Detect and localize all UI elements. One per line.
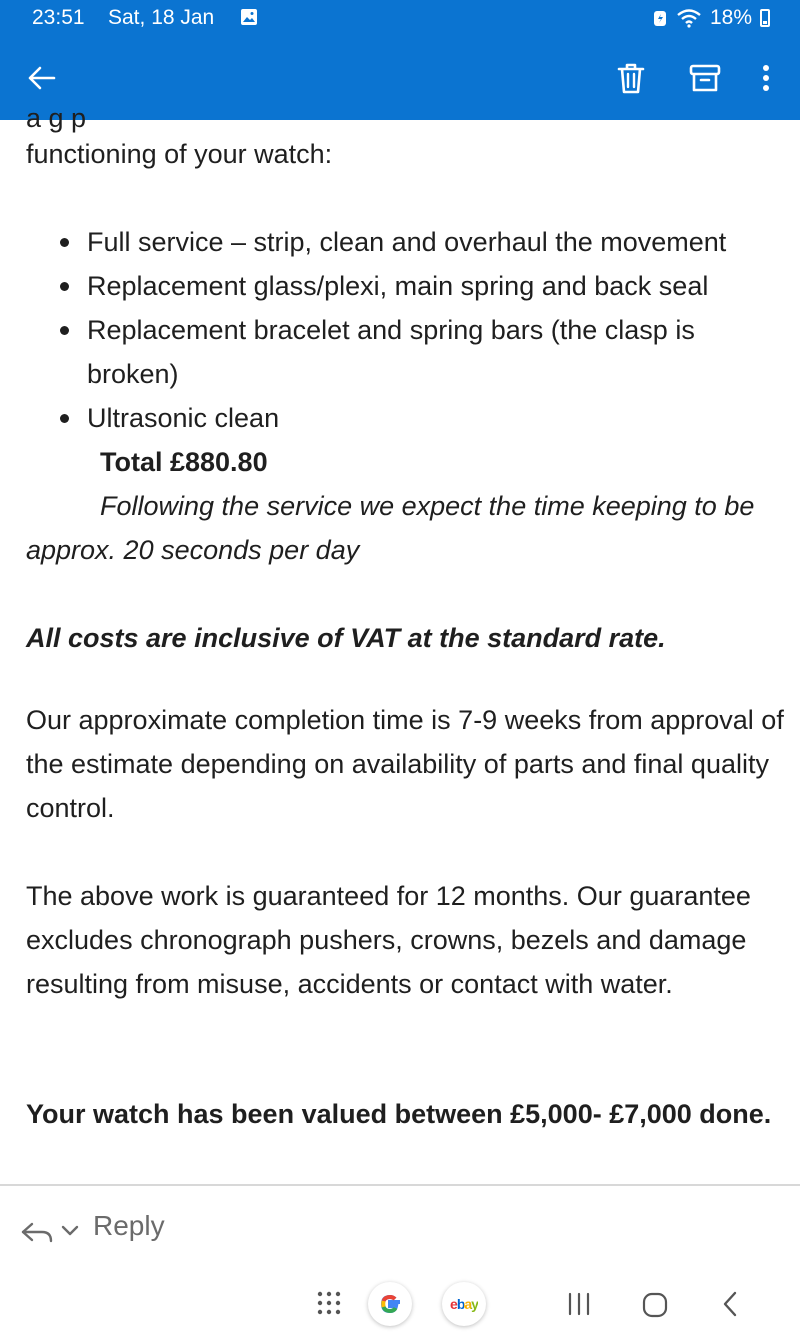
list-item: Replacement bracelet and spring bars (the clasp is broken) xyxy=(60,308,790,396)
status-right-group xyxy=(652,6,770,30)
apps-grid-icon[interactable] xyxy=(316,1290,342,1316)
chevron-down-icon[interactable] xyxy=(60,1224,80,1238)
more-vertical-icon[interactable] xyxy=(754,60,778,98)
system-navigation-bar xyxy=(0,1274,800,1340)
battery-saver-icon xyxy=(652,9,668,27)
completion-paragraph: Our approximate completion time is 7-9 weeks from approval of the estimate depending on availability of parts and final quality control. xyxy=(26,705,784,823)
total-price: Total £880.80 xyxy=(100,447,268,477)
intro-text: functioning of your watch: xyxy=(26,139,333,169)
archive-icon[interactable] xyxy=(686,60,724,98)
reply-bar xyxy=(0,1184,800,1276)
status-bar xyxy=(0,0,800,38)
status-date: Sat, 18 Jan xyxy=(108,6,215,29)
app-header xyxy=(0,0,800,120)
list-item: Ultrasonic clean xyxy=(60,396,790,440)
gallery-notification-icon xyxy=(240,8,258,26)
home-icon[interactable] xyxy=(642,1292,668,1318)
trash-icon[interactable] xyxy=(612,60,650,98)
ebay-app-icon[interactable] xyxy=(442,1282,486,1326)
service-list xyxy=(60,220,790,440)
timekeeping-note: Following the service we expect the time keeping to be approx. 20 seconds per day xyxy=(26,491,755,565)
battery-icon xyxy=(760,9,770,27)
guarantee-paragraph: The above work is guaranteed for 12 months. Our guarantee excludes chronograph pushers, crowns, bezels and damage resulting from misuse, accidents or contact with water. xyxy=(26,881,751,999)
recent-apps-icon[interactable] xyxy=(566,1292,592,1316)
google-app-icon[interactable] xyxy=(368,1282,412,1326)
google-g-icon xyxy=(368,1282,412,1326)
ebay-logo-text: ebay xyxy=(450,1296,478,1312)
arrow-left-icon[interactable] xyxy=(24,60,60,96)
partially-hidden-line: a g p xyxy=(26,103,87,133)
chevron-left-icon[interactable] xyxy=(720,1290,740,1318)
vat-note: All costs are inclusive of VAT at the standard rate. xyxy=(26,623,666,653)
valuation-paragraph: Your watch has been valued between £5,000- £7,000 done. xyxy=(26,1099,772,1129)
status-time: 23:51 xyxy=(32,6,85,29)
battery-percent: 18% xyxy=(709,6,752,29)
reply-arrow-icon[interactable] xyxy=(20,1220,54,1244)
wifi-icon xyxy=(676,8,702,28)
email-body xyxy=(0,103,800,1184)
reply-button[interactable]: Reply xyxy=(93,1210,165,1241)
list-item: Replacement glass/plexi, main spring and back seal xyxy=(60,264,790,308)
list-item: Full service – strip, clean and overhaul the movement xyxy=(60,220,790,264)
